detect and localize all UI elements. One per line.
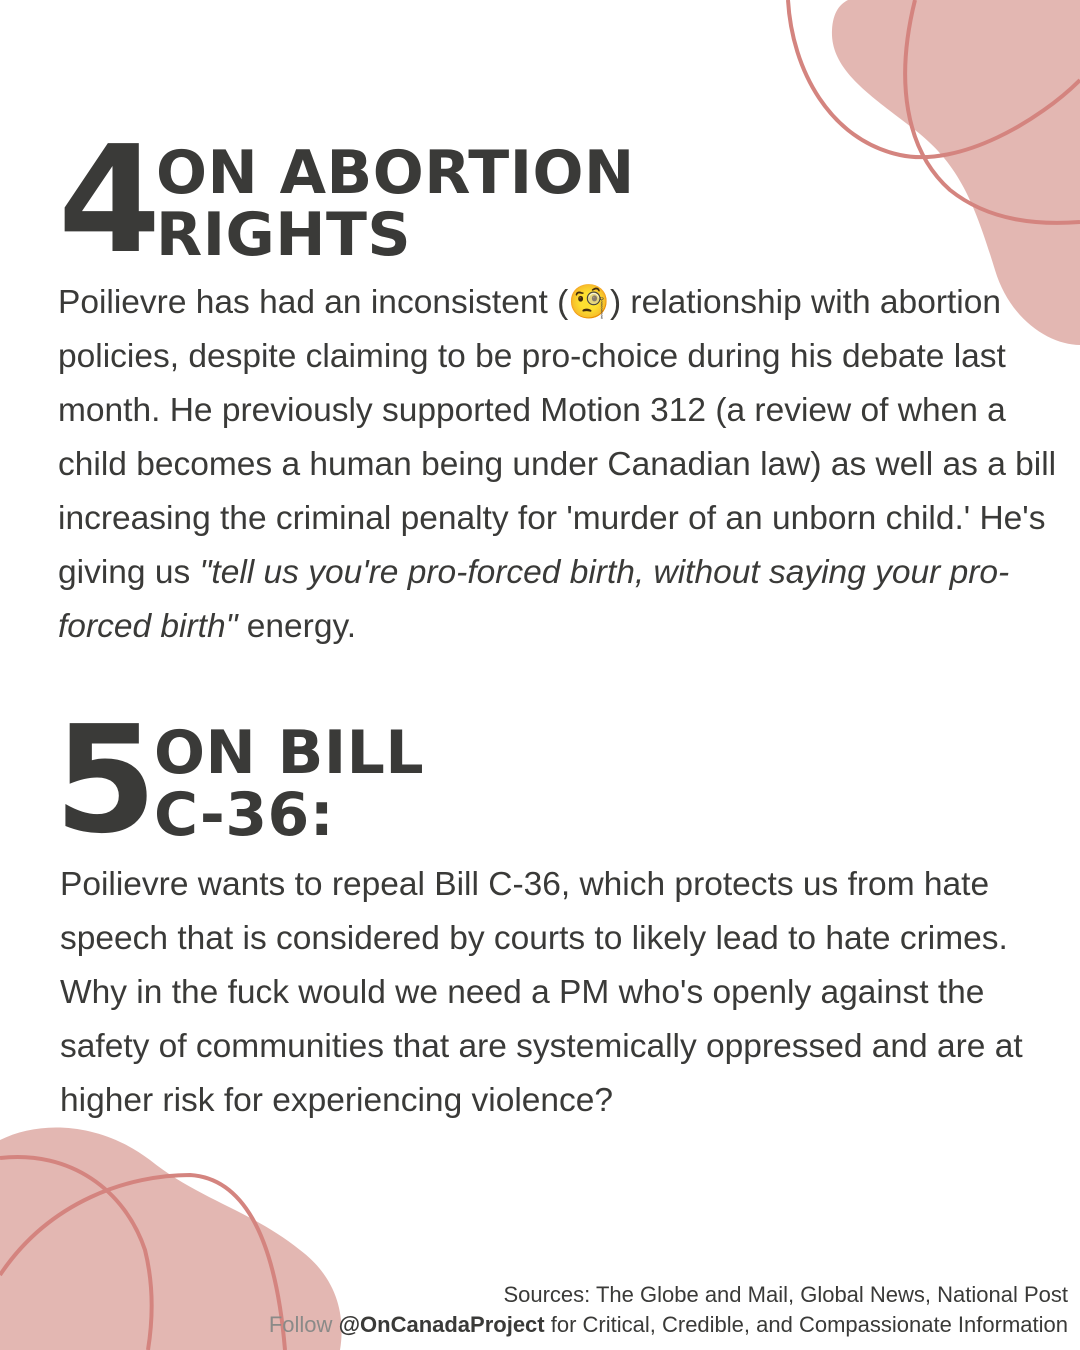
- section-number: 4: [58, 114, 151, 286]
- section-title-line-1: ON BILL: [154, 718, 425, 788]
- section-title-line-1: ON ABORTION: [156, 138, 635, 208]
- section-body: [58, 276, 1068, 654]
- section-title: [154, 718, 425, 850]
- section-heading: [54, 694, 1068, 866]
- follow-prefix: Follow: [268, 1312, 333, 1337]
- footer: [269, 1280, 1068, 1340]
- sources-line: Sources: The Globe and Mail, Global News, National Post: [503, 1282, 1068, 1307]
- follow-suffix: for Critical, Credible, and Compassionate Information: [550, 1312, 1068, 1337]
- body-text-italic: "tell us you're pro-forced birth, without saying your pro-forced birth": [58, 554, 1010, 645]
- section-bill-c36: [54, 694, 1068, 1128]
- section-body: Poilievre wants to repeal Bill C-36, which protects us from hate speech that is considered by courts to likely lead to hate crimes. Why in the fuck would we need a PM who's openly against the safety of communities that are systemically oppressed and are at higher risk for experiencing violence?: [60, 866, 1023, 1119]
- social-handle-link[interactable]: @OnCanadaProject: [338, 1312, 545, 1337]
- section-heading: [58, 114, 1068, 286]
- section-title-line-2: RIGHTS: [156, 200, 412, 270]
- section-title: [156, 138, 635, 270]
- body-text-part-1: Poilievre has had an inconsistent (🧐) relationship with abortion policies, despite claiming to be pro-choice during his debate last month. He previously supported Motion 312 (a review of when a child becomes a human being under Canadian law) as well as a bill increasing the criminal penalty for 'murder of an unborn child.' He's giving us: [58, 284, 1057, 591]
- section-abortion-rights: [58, 114, 1068, 654]
- body-text-part-2: energy.: [237, 608, 357, 645]
- section-title-line-2: C-36:: [154, 780, 335, 850]
- follow-line: [269, 1310, 1068, 1340]
- section-number: 5: [54, 694, 147, 866]
